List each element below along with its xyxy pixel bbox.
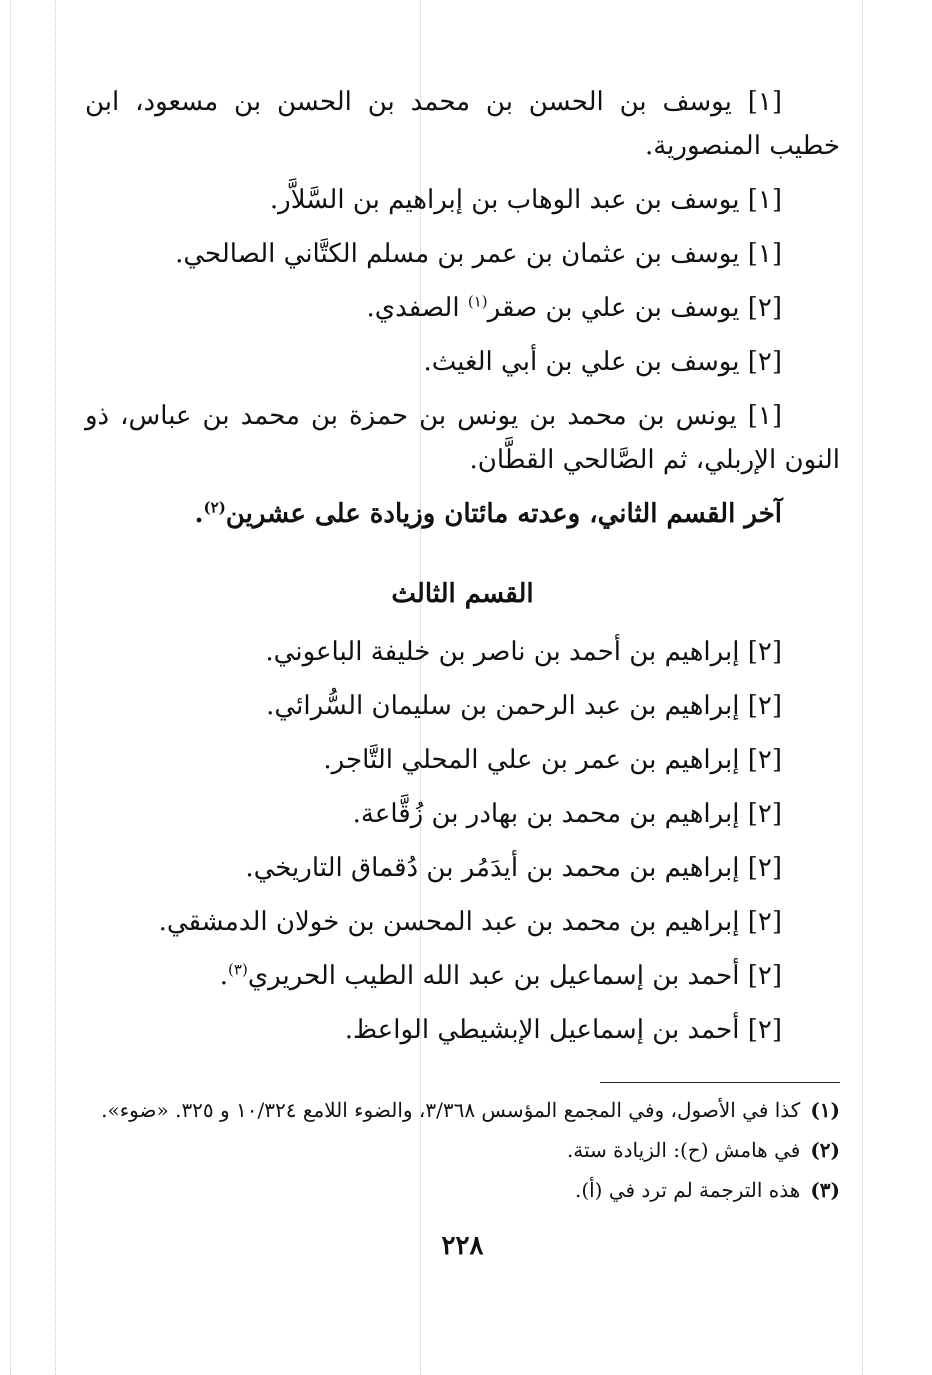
footnote-1-number: (١) (810, 1098, 840, 1122)
entry-part3-7 (85, 954, 840, 998)
entry-part3-3: [٢] إبراهيم بن عمر بن علي المحلي التَّاجر. (323, 745, 782, 775)
footnote-1 (85, 1093, 840, 1127)
footnote-2 (85, 1133, 840, 1167)
entry-part3-8: [٢] أحمد بن إسماعيل الإبشيطي الواعظ. (344, 1015, 782, 1045)
entry-part3-2: [٢] إبراهيم بن عبد الرحمن بن سليمان السُّرائي. (266, 691, 782, 721)
entry-part2-4-text: [٢] يوسف بن علي بن صقر (487, 293, 782, 323)
document-page (85, 80, 840, 1261)
footnote-ref-3: (٣) (228, 960, 248, 979)
entry-part2-4-text-after: الصفدي. (366, 293, 468, 323)
summary-text-after: . (194, 499, 204, 529)
footnote-1-text: كذا في الأصول، وفي المجمع المؤسس ٣/٣٦٨، والضوء اللامع ١٠/٣٢٤ و ٣٢٥. «ضوء». (101, 1098, 801, 1122)
entry-part2-3: [١] يوسف بن عثمان بن عمر بن مسلم الكتَّاني الصالحي. (175, 239, 782, 269)
footnote-ref-2: (٢) (203, 498, 226, 517)
margin-guide-left-2 (55, 0, 56, 1375)
entry-part3-6: [٢] إبراهيم بن محمد بن عبد المحسن بن خولان الدمشقي. (158, 907, 782, 937)
entry-part3-7-text: [٢] أحمد بن إسماعيل بن عبد الله الطيب الحريري (247, 961, 782, 991)
page-number: ٢٢٨ (441, 1231, 484, 1261)
footnote-3-text: هذه الترجمة لم ترد في (أ). (574, 1178, 801, 1202)
section-heading: القسم الثالث (391, 579, 534, 609)
footnote-ref-1: (١) (467, 292, 488, 311)
footnote-2-text: في هامش (ح): الزيادة ستة. (566, 1138, 801, 1162)
footnotes (85, 1093, 840, 1207)
entry-part3-7-text-after: . (219, 961, 229, 991)
margin-guide-left (10, 0, 11, 1375)
entry-part2-6: [١] يونس بن محمد بن يونس بن حمزة بن محمد بن عباس، ذو النون الإربلي، ثم الصَّالحي القطَّان. (85, 401, 840, 475)
entry-part2-1: [١] يوسف بن الحسن بن محمد بن الحسن بن مسعود، ابن خطيب المنصورية. (85, 87, 840, 161)
entries-part3 (85, 630, 840, 1052)
footnote-separator (600, 1082, 840, 1083)
section-summary (85, 492, 840, 536)
entry-part2-5: [٢] يوسف بن علي بن أبي الغيث. (423, 347, 782, 377)
entry-part2-2: [١] يوسف بن عبد الوهاب بن إبراهيم بن السَّلاَّر. (269, 185, 782, 215)
entry-part3-4: [٢] إبراهيم بن محمد بن بهادر بن زُقَّاعة. (352, 799, 782, 829)
entry-part3-5: [٢] إبراهيم بن محمد بن أيدَمُر بن دُقماق التاريخي. (245, 853, 782, 883)
margin-guide-right (862, 0, 863, 1375)
entry-part3-1: [٢] إبراهيم بن أحمد بن ناصر بن خليفة الباعوني. (265, 637, 782, 667)
footnote-2-number: (٢) (810, 1138, 840, 1162)
summary-text: آخر القسم الثاني، وعدته مائتان وزيادة على عشرين (225, 499, 782, 529)
entry-part2-4 (85, 286, 840, 330)
footnote-3 (85, 1173, 840, 1207)
footnote-3-number: (٣) (810, 1178, 840, 1202)
